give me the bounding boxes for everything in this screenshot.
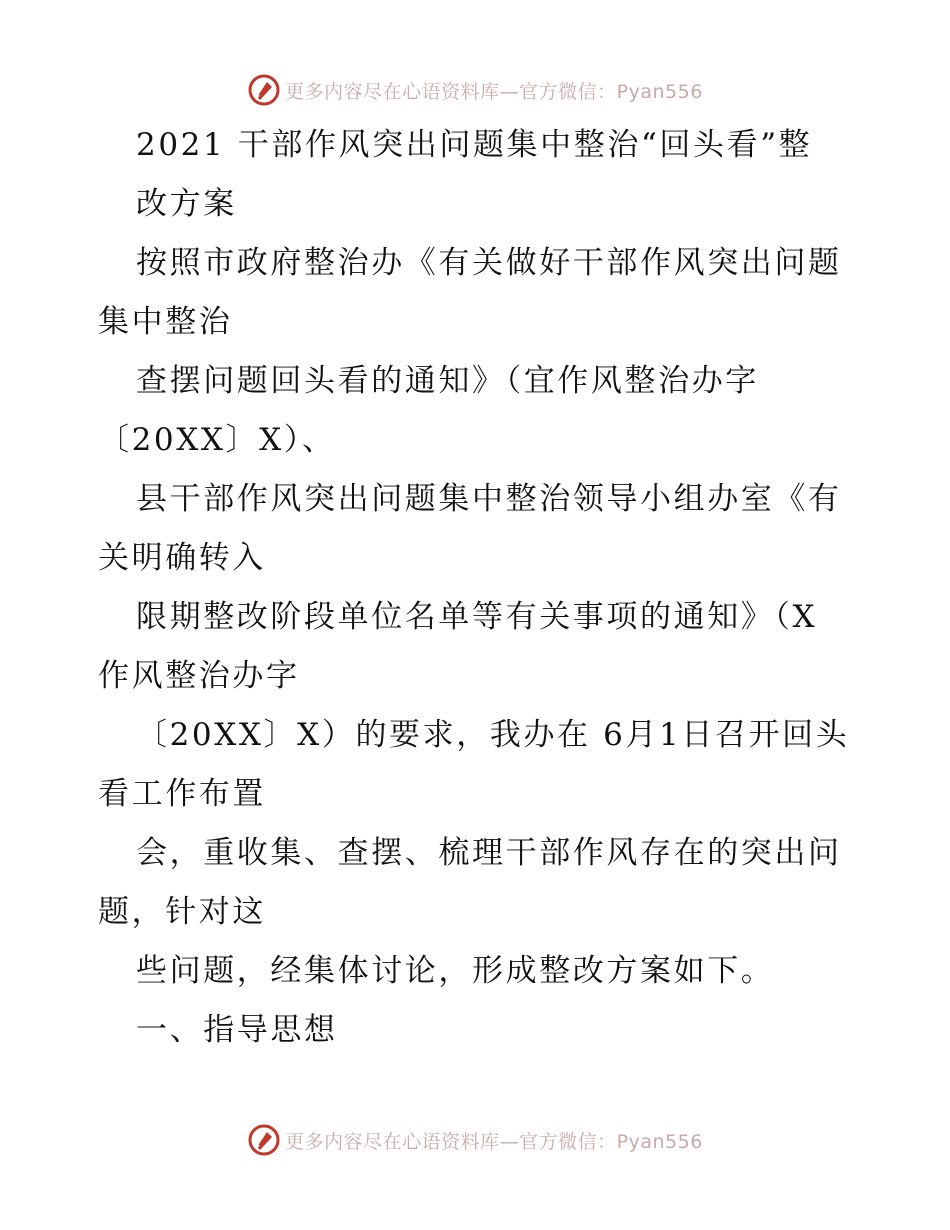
pen-nib-logo-icon [247, 1123, 281, 1157]
paragraph-line: 关明确转入 [98, 540, 266, 576]
watermark-footer [0, 1120, 950, 1160]
paragraph-line: 作风整治办字 [98, 658, 300, 694]
paragraph-line: 限期整改阶段单位名单等有关事项的通知》（X [136, 599, 818, 635]
paragraph-line: 集中整治 [98, 304, 233, 340]
paragraph-line: 些问题，经集体讨论，形成整改方案如下。 [136, 953, 775, 989]
paragraph-line: 查摆问题回头看的通知》（宜作风整治办字 [136, 363, 759, 399]
paragraph-line: 看工作布置 [98, 776, 266, 812]
paragraph-line: 会，重收集、查摆、梳理干部作风存在的突出问 [136, 835, 842, 871]
paragraph-line: 按照市政府整治办《有关做好干部作风突出问题 [136, 245, 842, 281]
paragraph-line: 〔20XX〕X）的要求，我办在 6月1日召开回头 [136, 717, 850, 753]
paragraph-line: 题，针对这 [98, 894, 266, 930]
watermark-text: 更多内容尽在心语资料库—官方微信：Pyan556 [285, 80, 703, 103]
watermark-text: 更多内容尽在心语资料库—官方微信：Pyan556 [285, 1130, 703, 1153]
section-heading: 一、指导思想 [136, 1012, 338, 1048]
paragraph-line: 县干部作风突出问题集中整治领导小组办室《有 [136, 481, 842, 517]
paragraph-line: 〔20XX〕X）、 [98, 422, 336, 458]
document-title-line-2: 改方案 [136, 186, 237, 222]
document-title-line-1: 2021 干部作风突出问题集中整治“回头看”整 [136, 127, 813, 163]
